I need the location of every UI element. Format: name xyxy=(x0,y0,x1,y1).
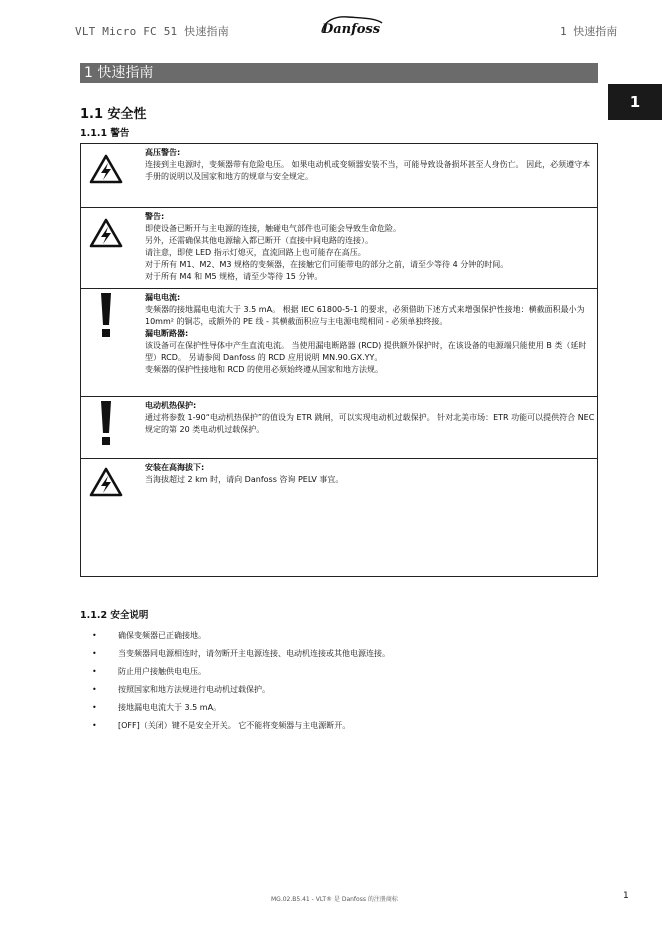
high-voltage-icon xyxy=(89,467,123,497)
warning-body: 该设备可在保护性导体中产生直流电流。 当使用漏电断路器 (RCD) 提供额外保护时，在该设备的电源端只能使用 B 类（延时型）RCD。 另请参阅 Danfoss 的 RCD 应用说明 MN.90.GX.YY。 xyxy=(145,341,587,362)
warning-row-high-voltage xyxy=(81,144,597,208)
safety-instructions-list xyxy=(92,627,592,735)
warning-line: 请注意，即使 LED 指示灯熄灭，直流回路上也可能存在高压。 xyxy=(145,248,366,257)
chapter-title: 1 快速指南 xyxy=(84,65,154,81)
warning-row-leakage xyxy=(81,289,597,397)
chapter-title-bar xyxy=(80,63,598,83)
bullet: • xyxy=(92,631,97,640)
list-item-text: 当变频器同电源相连时，请勿断开主电源连接、电动机连接或其他电源连接。 xyxy=(118,649,390,658)
list-item xyxy=(92,645,592,663)
warning-subtitle: 漏电断路器: xyxy=(145,329,189,338)
svg-text:Danfoss: Danfoss xyxy=(321,22,381,37)
chapter-tab: 1 xyxy=(608,84,662,120)
bullet: • xyxy=(92,667,97,676)
list-item xyxy=(92,663,592,681)
running-header-left: VLT Micro FC 51 快速指南 xyxy=(75,25,229,38)
warning-title: 漏电电流: xyxy=(145,293,181,302)
bullet: • xyxy=(92,685,97,694)
warning-text xyxy=(145,147,597,183)
warning-body: 变频器的接地漏电电流大于 3.5 mA。 根据 IEC 61800-5-1 的要求，必须借助下述方式来增强保护性接地：横截面积最小为 10mm² 的铜芯，或额外的 PE 线 - 其横截面积应与主电源电缆相同 - 必须单独终接。 xyxy=(145,305,585,326)
warning-line: 即使设备已断开与主电源的连接，触碰电气部件也可能会导致生命危险。 xyxy=(145,224,401,233)
list-item-text: [OFF]（关闭）键不是安全开关。 它不能将变频器与主电源断开。 xyxy=(118,721,351,730)
warning-body: 通过将参数 1-90“电动机热保护”的值设为 ETR 跳闸，可以实现电动机过载保护。 针对北美市场：ETR 功能可以提供符合 NEC 规定的第 20 类电动机过载保护。 xyxy=(145,413,595,434)
warning-line: 对于所有 M1、M2、M3 规格的变频器，在接触它们可能带电的部分之前，请至少等待 4 分钟的时间。 xyxy=(145,260,509,269)
subsection-warnings-title: 1.1.1 警告 xyxy=(80,128,130,139)
list-item-text: 确保变频器已正确接地。 xyxy=(118,631,206,640)
bullet: • xyxy=(92,703,97,712)
warning-line: 另外，还需确保其他电源输入都已断开（直接中间电路的连接）。 xyxy=(145,236,373,245)
warning-text xyxy=(145,211,597,283)
warning-title: 安装在高海拔下: xyxy=(145,463,205,472)
warning-body: 当海拔超过 2 km 时，请向 Danfoss 咨询 PELV 事宜。 xyxy=(145,475,344,484)
bullet: • xyxy=(92,649,97,658)
warning-row-discharge xyxy=(81,208,597,289)
list-item-text: 防止用户接触供电电压。 xyxy=(118,667,206,676)
warning-title: 警告: xyxy=(145,212,165,221)
warning-title: 电动机热保护: xyxy=(145,401,197,410)
page-number: 1 xyxy=(623,891,629,901)
list-item-text: 接地漏电电流大于 3.5 mA。 xyxy=(118,703,222,712)
exclamation-icon xyxy=(99,401,113,447)
footer-text: MG.02.B5.41 - VLT® 是 Danfoss 的注册商标 xyxy=(271,896,398,903)
list-item-text: 按照国家和地方法规进行电动机过载保护。 xyxy=(118,685,270,694)
high-voltage-icon xyxy=(89,154,123,184)
running-header-right: 1 快速指南 xyxy=(560,25,618,38)
warning-title: 高压警告: xyxy=(145,148,181,157)
warning-text xyxy=(145,292,597,376)
warning-row-motor-thermal xyxy=(81,397,597,459)
list-item xyxy=(92,699,592,717)
warning-body: 连接到主电源时，变频器带有危险电压。 如果电动机或变频器安装不当，可能导致设备损坏甚至人身伤亡。 因此，必须遵守本手册的说明以及国家和地方的规章与安全规定。 xyxy=(145,160,591,181)
exclamation-icon xyxy=(99,293,113,339)
list-item xyxy=(92,627,592,645)
danfoss-logo xyxy=(318,14,384,38)
list-item xyxy=(92,681,592,699)
list-item xyxy=(92,717,592,735)
bullet: • xyxy=(92,721,97,730)
high-voltage-icon xyxy=(89,218,123,248)
subsection-safety-title: 1.1.2 安全说明 xyxy=(80,610,149,621)
warning-text xyxy=(145,400,597,436)
warning-row-altitude xyxy=(81,459,597,576)
warning-line: 对于所有 M4 和 M5 规格，请至少等待 15 分钟。 xyxy=(145,272,323,281)
warning-body: 变频器的保护性接地和 RCD 的使用必须始终遵从国家和地方法规。 xyxy=(145,365,383,374)
warning-text xyxy=(145,462,597,486)
warnings-table xyxy=(80,143,598,577)
section-title: 1.1 安全性 xyxy=(80,107,147,122)
